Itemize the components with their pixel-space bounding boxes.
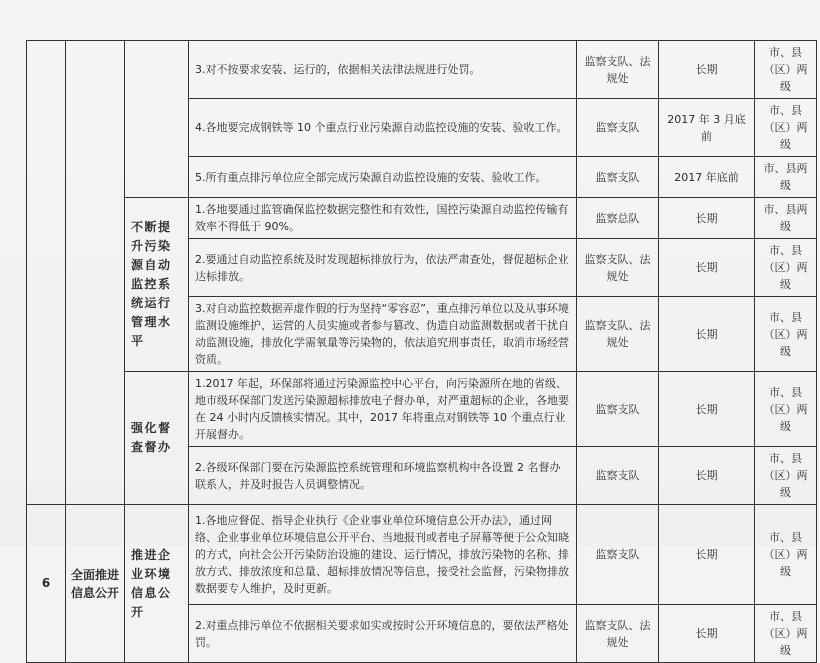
responsible-cell: 监察支队 (577, 157, 659, 198)
responsible-cell: 监察支队 (577, 505, 659, 605)
task-table (26, 40, 817, 663)
deadline-cell: 2017 年 3 月底前 (659, 99, 755, 157)
table-row (27, 41, 817, 99)
task-cell: 1.各地要通过监管确保监控数据完整性和有效性，国控污染源自动监控传输有效率不得低于 90%。 (189, 198, 577, 239)
responsible-cell: 监察支队 (577, 99, 659, 157)
table-row (27, 505, 817, 605)
deadline-cell: 长期 (659, 198, 755, 239)
deadline-cell: 长期 (659, 372, 755, 447)
subcategory-cell: 推进企业环境信息公开 (125, 505, 189, 663)
deadline-cell: 长期 (659, 297, 755, 372)
deadline-cell: 长期 (659, 239, 755, 297)
responsible-cell: 监察支队、法规处 (577, 41, 659, 99)
scope-cell: 市、县（区）两级 (755, 41, 817, 99)
subcategory-cell-prev (125, 41, 189, 198)
task-cell: 2.对重点排污单位不依据相关要求如实或按时公开环境信息的，要依法严格处罚。 (189, 605, 577, 663)
task-cell: 2.要通过自动监控系统及时发现超标排放行为，依法严肃查处，督促超标企业达标排放。 (189, 239, 577, 297)
category-cell: 全面推进信息公开 (66, 505, 125, 663)
deadline-cell: 长期 (659, 447, 755, 505)
responsible-cell: 监察支队 (577, 447, 659, 505)
deadline-cell: 2017 年底前 (659, 157, 755, 198)
table-row (27, 198, 817, 239)
row-number-cell: 6 (27, 505, 66, 663)
deadline-cell: 长期 (659, 41, 755, 99)
responsible-cell: 监察支队 (577, 372, 659, 447)
task-cell: 2.各级环保部门要在污染源监控系统管理和环境监察机构中各设置 2 名督办联系人，并及时报告人员调整情况。 (189, 447, 577, 505)
category-cell-prev (66, 41, 125, 505)
scope-cell: 市、县（区）两级 (755, 605, 817, 663)
scope-cell: 市、县（区）两级 (755, 239, 817, 297)
scope-cell: 市、县（区）两级 (755, 297, 817, 372)
responsible-cell: 监察支队、法规处 (577, 297, 659, 372)
scope-cell: 市、县两级 (755, 198, 817, 239)
deadline-cell: 长期 (659, 605, 755, 663)
scope-cell: 市、县（区）两级 (755, 447, 817, 505)
scope-cell: 市、县（区）两级 (755, 505, 817, 605)
deadline-cell: 长期 (659, 505, 755, 605)
scope-cell: 市、县两级 (755, 157, 817, 198)
scope-cell: 市、县（区）两级 (755, 99, 817, 157)
table-row (27, 372, 817, 447)
task-cell: 5.所有重点排污单位应全部完成污染源自动监控设施的安装、验收工作。 (189, 157, 577, 198)
task-cell: 4.各地要完成钢铁等 10 个重点行业污染源自动监控设施的安装、验收工作。 (189, 99, 577, 157)
responsible-cell: 监察支队、法规处 (577, 605, 659, 663)
task-cell: 1.2017 年起，环保部将通过污染源监控中心平台，向污染源所在地的省级、地市级环保部门发送污染源超标排放电子督办单，对严重超标的企业，各地要在 24 小时内反馈核实情况。其中，2017 年将重点对钢铁等 10 个重点行业开展督办。 (189, 372, 577, 447)
task-cell: 3.对自动监控数据弄虚作假的行为坚持“零容忍”，重点排污单位以及从事环境监测设施维护、运营的人员实施或者参与篡改、伪造自动监测数据或者干扰自动监测设施，排放化学需氧量等污染物的，依法追究刑事责任，取消市场经营资质。 (189, 297, 577, 372)
task-cell: 3.对不按要求安装、运行的，依据相关法律法规进行处罚。 (189, 41, 577, 99)
row-number-cell-prev (27, 41, 66, 505)
responsible-cell: 监察总队 (577, 198, 659, 239)
scope-cell: 市、县（区）两级 (755, 372, 817, 447)
subcategory-cell: 不断提升污染源自动监控系统运行管理水平 (125, 198, 189, 372)
subcategory-cell: 强化督查督办 (125, 372, 189, 505)
task-cell: 1.各地应督促、指导企业执行《企业事业单位环境信息公开办法》，通过网络、企业事业单位环境信息公开平台、当地报刊或者电子屏幕等便于公众知晓的方式，向社会公开污染防治设施的建设、运行情况，排放污染物的名称、排放方式、排放浓度和总量、超标排放情况等信息，接受社会监督，污染物排放数据要专人维护，及时更新。 (189, 505, 577, 605)
responsible-cell: 监察支队、法规处 (577, 239, 659, 297)
